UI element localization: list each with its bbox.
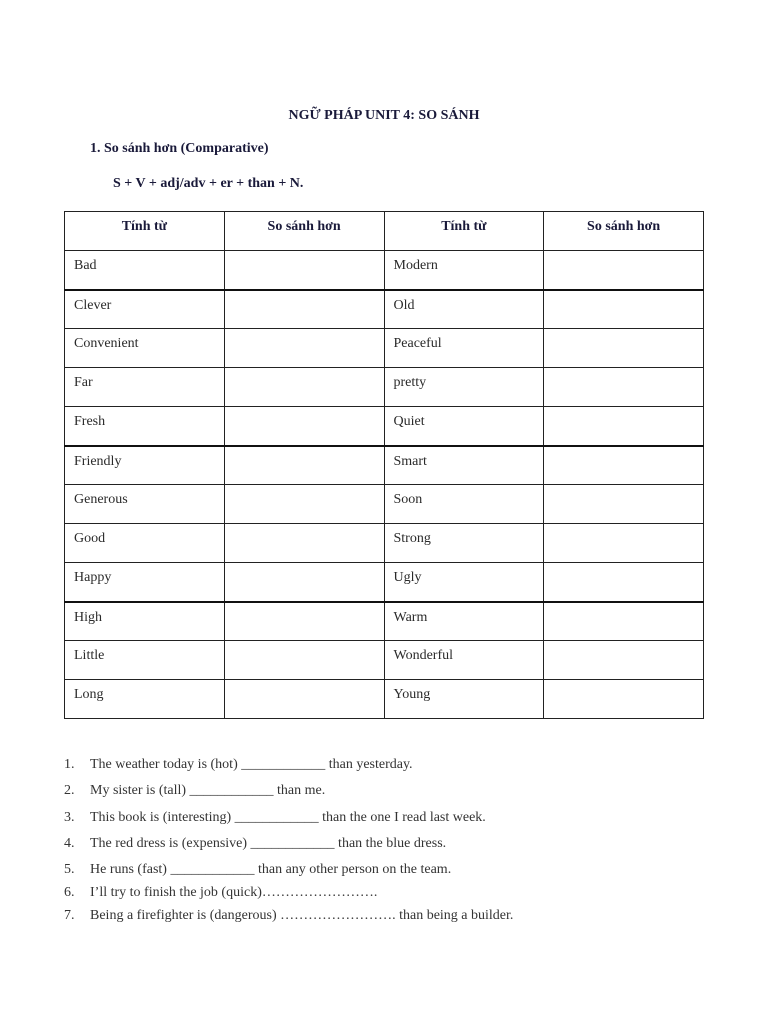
comparative-answer-cell[interactable]	[224, 563, 384, 602]
table-row	[65, 680, 704, 719]
adjective-cell: Warm	[384, 602, 544, 641]
adjective-cell: Young	[384, 680, 544, 719]
adjective-cell: Peaceful	[384, 329, 544, 368]
grammar-formula: S + V + adj/adv + er + than + N.	[113, 176, 304, 191]
exercise-item	[64, 783, 325, 799]
exercise-item	[64, 862, 451, 878]
comparative-answer-cell[interactable]	[224, 446, 384, 485]
exercise-text: The red dress is (expensive) ____________ than the blue dress.	[90, 836, 447, 851]
table-row	[65, 329, 704, 368]
section-heading: 1. So sánh hơn (Comparative)	[90, 141, 269, 156]
comparative-answer-cell[interactable]	[544, 251, 704, 290]
header-adjective: Tính từ	[384, 212, 544, 251]
adjective-cell: Modern	[384, 251, 544, 290]
comparative-answer-cell[interactable]	[544, 563, 704, 602]
comparative-answer-cell[interactable]	[224, 407, 384, 446]
comparative-answer-cell[interactable]	[544, 641, 704, 680]
adjective-cell: Smart	[384, 446, 544, 485]
comparative-answer-cell[interactable]	[544, 407, 704, 446]
exercise-item	[64, 885, 377, 901]
adjective-cell: Fresh	[65, 407, 225, 446]
exercise-text: Being a firefighter is (dangerous) ……………………. than being a builder.	[90, 908, 514, 923]
comparative-answer-cell[interactable]	[544, 368, 704, 407]
comparative-answer-cell[interactable]	[544, 446, 704, 485]
exercise-text: The weather today is (hot) ____________ than yesterday.	[90, 757, 413, 772]
adjective-cell: Generous	[65, 485, 225, 524]
exercise-item	[64, 836, 446, 852]
exercise-text: I’ll try to finish the job (quick)…………………….	[90, 885, 378, 900]
exercise-number: 1.	[64, 757, 75, 772]
adjective-cell: Convenient	[65, 329, 225, 368]
adjective-cell: Little	[65, 641, 225, 680]
exercise-number: 2.	[64, 783, 75, 798]
comparative-answer-cell[interactable]	[224, 251, 384, 290]
exercise-item	[64, 810, 486, 826]
comparative-answer-cell[interactable]	[544, 602, 704, 641]
comparative-answer-cell[interactable]	[224, 290, 384, 329]
table-row	[65, 251, 704, 290]
header-adjective: Tính từ	[65, 212, 225, 251]
comparative-answer-cell[interactable]	[544, 680, 704, 719]
table-row	[65, 563, 704, 602]
exercise-number: 4.	[64, 836, 75, 851]
exercise-text: He runs (fast) ____________ than any other person on the team.	[90, 862, 452, 877]
exercise-item	[64, 908, 513, 924]
adjective-cell: Long	[65, 680, 225, 719]
table-row	[65, 641, 704, 680]
comparative-answer-cell[interactable]	[224, 368, 384, 407]
table-row	[65, 602, 704, 641]
comparative-answer-cell[interactable]	[224, 329, 384, 368]
table-header-row	[65, 212, 704, 251]
table-row	[65, 368, 704, 407]
comparative-answer-cell[interactable]	[544, 290, 704, 329]
comparative-answer-cell[interactable]	[224, 680, 384, 719]
exercise-number: 5.	[64, 862, 75, 877]
table-row	[65, 524, 704, 563]
adjective-cell: Happy	[65, 563, 225, 602]
adjective-cell: Wonderful	[384, 641, 544, 680]
comparative-table	[64, 211, 704, 719]
comparative-answer-cell[interactable]	[544, 524, 704, 563]
adjective-cell: Friendly	[65, 446, 225, 485]
adjective-cell: Old	[384, 290, 544, 329]
comparative-answer-cell[interactable]	[544, 485, 704, 524]
page-title: NGỮ PHÁP UNIT 4: SO SÁNH	[288, 108, 480, 123]
table-row	[65, 407, 704, 446]
table-row	[65, 290, 704, 329]
adjective-cell: High	[65, 602, 225, 641]
adjective-cell: Clever	[65, 290, 225, 329]
comparative-answer-cell[interactable]	[224, 524, 384, 563]
comparative-answer-cell[interactable]	[224, 641, 384, 680]
adjective-cell: Quiet	[384, 407, 544, 446]
header-comparative: So sánh hơn	[224, 212, 384, 251]
adjective-cell: Strong	[384, 524, 544, 563]
table-body	[65, 251, 704, 719]
adjective-cell: Good	[65, 524, 225, 563]
exercise-item	[64, 757, 413, 773]
exercise-text: This book is (interesting) ____________ than the one I read last week.	[90, 810, 486, 825]
table-row	[65, 485, 704, 524]
comparative-answer-cell[interactable]	[224, 485, 384, 524]
exercise-number: 3.	[64, 810, 75, 825]
adjective-cell: pretty	[384, 368, 544, 407]
exercise-text: My sister is (tall) ____________ than me.	[90, 783, 326, 798]
adjective-cell: Soon	[384, 485, 544, 524]
exercise-number: 7.	[64, 908, 75, 923]
comparative-answer-cell[interactable]	[224, 602, 384, 641]
adjective-cell: Bad	[65, 251, 225, 290]
adjective-cell: Ugly	[384, 563, 544, 602]
header-comparative: So sánh hơn	[544, 212, 704, 251]
table-row	[65, 446, 704, 485]
adjective-cell: Far	[65, 368, 225, 407]
comparative-answer-cell[interactable]	[544, 329, 704, 368]
exercise-number: 6.	[64, 885, 75, 900]
